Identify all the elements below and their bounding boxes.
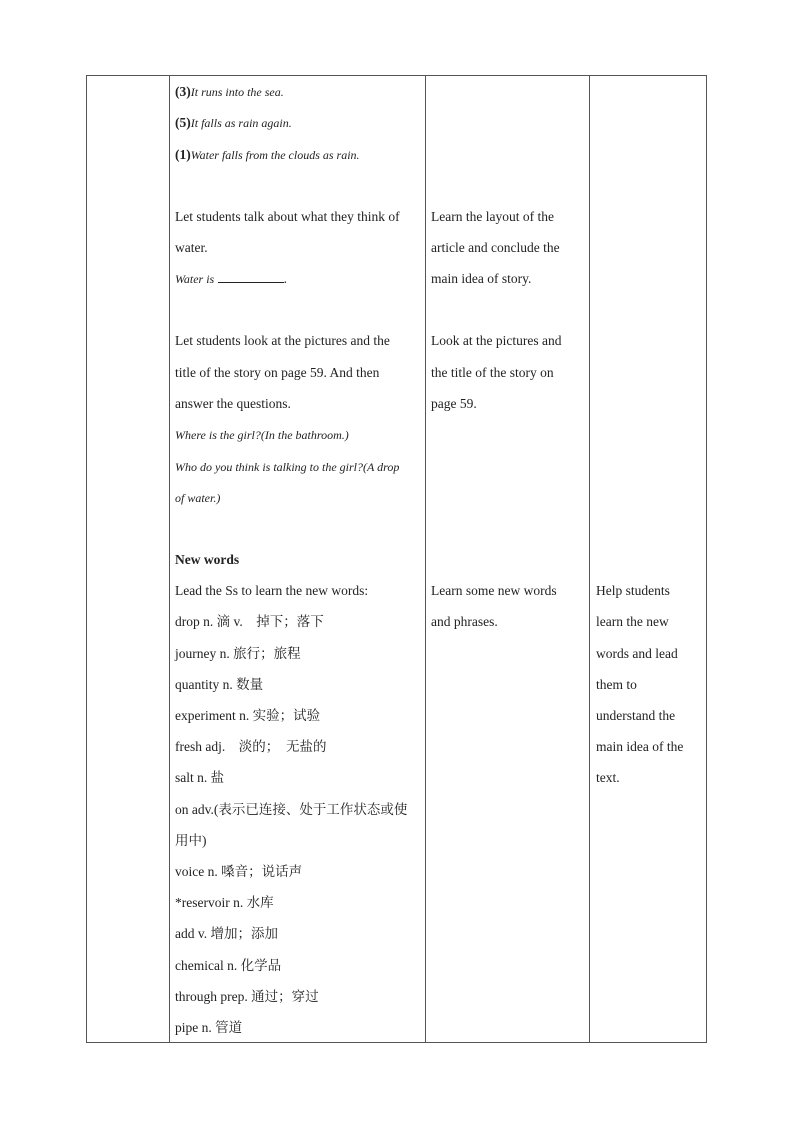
purpose-line: main idea of the [596, 739, 684, 754]
learn-line: Learn some new words [431, 583, 557, 598]
look-line: the title of the story on [431, 365, 554, 380]
layout-line: Learn the layout of the [431, 209, 554, 224]
answer-blank [218, 270, 284, 283]
word-item: 用中) [175, 833, 207, 848]
word-item: *reservoir n. 水库 [175, 895, 274, 910]
look-line: Let students look at the pictures and the [175, 333, 390, 348]
word-item: on adv.(表示已连接、处于工作状态或使 [175, 802, 408, 817]
word-item: drop n. 滴 v. 掉下；落下 [175, 614, 324, 629]
purpose-line: Help students [596, 583, 670, 598]
water-is-prompt: Water is . [175, 271, 287, 286]
look-line: answer the questions. [175, 396, 291, 411]
column-divider [425, 76, 426, 1042]
layout-line: main idea of story. [431, 271, 532, 286]
purpose-line: text. [596, 770, 620, 785]
word-item: add v. 增加；添加 [175, 926, 278, 941]
purpose-cell [596, 76, 706, 1042]
word-item: pipe n. 管道 [175, 1020, 243, 1035]
word-item: voice n. 嗓音；说话声 [175, 864, 303, 879]
purpose-line: them to [596, 677, 637, 692]
purpose-line: learn the new [596, 614, 669, 629]
stage-cell [87, 76, 169, 1042]
layout-line: article and conclude the [431, 240, 560, 255]
question-2: of water.) [175, 491, 221, 505]
lesson-table [86, 75, 707, 1043]
step-3: (3)It runs into the sea. [175, 84, 284, 99]
lead-line: Lead the Ss to learn the new words: [175, 583, 369, 598]
look-line: title of the story on page 59. And then [175, 365, 380, 380]
purpose-line: words and lead [596, 646, 678, 661]
purpose-line: understand the [596, 708, 676, 723]
word-item: chemical n. 化学品 [175, 958, 282, 973]
word-item: experiment n. 实验；试验 [175, 708, 321, 723]
word-item: quantity n. 数量 [175, 677, 264, 692]
look-line: Look at the pictures and [431, 333, 562, 348]
look-line: page 59. [431, 396, 477, 411]
word-item: fresh adj. 淡的； 无盐的 [175, 739, 327, 754]
talk-line: Let students talk about what they think of [175, 209, 400, 224]
teacher-activity-cell [175, 76, 423, 1042]
word-item: salt n. 盐 [175, 770, 225, 785]
step-5: (5)It falls as rain again. [175, 115, 292, 130]
new-words-heading: New words [175, 552, 240, 567]
word-item: journey n. 旅行；旅程 [175, 646, 301, 661]
column-divider [589, 76, 590, 1042]
talk-line: water. [175, 240, 208, 255]
student-activity-cell [431, 76, 587, 1042]
question-1: Where is the girl?(In the bathroom.) [175, 428, 349, 442]
column-divider [169, 76, 170, 1042]
step-1: (1)Water falls from the clouds as rain. [175, 147, 360, 162]
word-item: through prep. 通过；穿过 [175, 989, 319, 1004]
question-2: Who do you think is talking to the girl?(A drop [175, 460, 400, 474]
learn-line: and phrases. [431, 614, 498, 629]
